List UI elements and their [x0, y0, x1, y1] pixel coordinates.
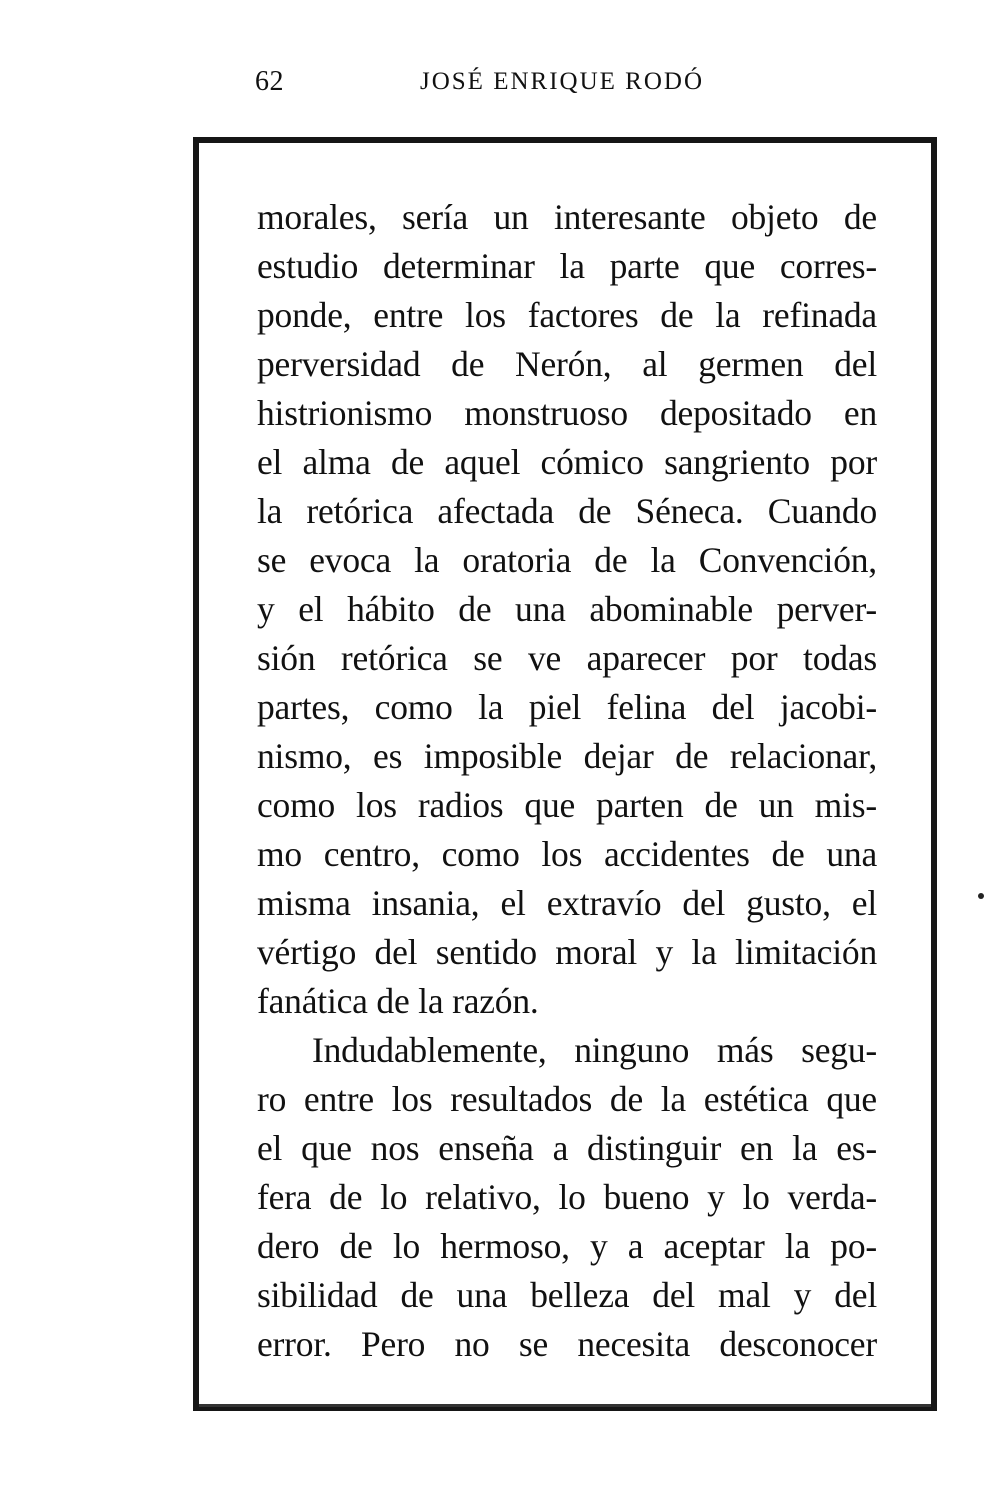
text-line: ro entre los resultados de la estética que [257, 1079, 877, 1119]
text-line: partes, como la piel felina del jacobi- [257, 687, 877, 727]
text-line: dero de lo hermoso, y a aceptar la po- [257, 1226, 877, 1266]
text-line: se evoca la oratoria de la Convención, [257, 540, 877, 580]
ink-speck [978, 893, 984, 899]
text-line: el alma de aquel cómico sangriento por [257, 442, 877, 482]
text-line: mo centro, como los accidentes de una [257, 834, 877, 874]
text-line: perversidad de Nerón, al germen del [257, 344, 877, 384]
text-line: fera de lo relativo, lo bueno y lo verda- [257, 1177, 877, 1217]
text-line: vértigo del sentido moral y la limitación [257, 932, 877, 972]
text-line: error. Pero no se necesita desconocer [257, 1324, 877, 1364]
page-number: 62 [255, 66, 284, 97]
text-line: histrionismo monstruoso depositado en [257, 393, 877, 433]
text-line: nismo, es imposible dejar de relacionar, [257, 736, 877, 776]
text-line: y el hábito de una abominable perver- [257, 589, 877, 629]
running-head: JOSÉ ENRIQUE RODÓ [420, 68, 704, 95]
text-line: fanática de la razón. [257, 981, 539, 1021]
text-line: ponde, entre los factores de la refinada [257, 295, 877, 335]
text-line: el que nos enseña a distinguir en la es- [257, 1128, 877, 1168]
text-line: morales, sería un interesante objeto de [257, 197, 877, 237]
text-line: estudio determinar la parte que corres- [257, 246, 877, 286]
text-line: sibilidad de una belleza del mal y del [257, 1275, 877, 1315]
text-line: Indudablemente, ninguno más segu- [312, 1030, 877, 1070]
text-line: como los radios que parten de un mis- [257, 785, 877, 825]
text-line: misma insania, el extravío del gusto, el [257, 883, 877, 923]
paragraph-1 [257, 193, 877, 1026]
paragraph-2 [257, 1026, 877, 1369]
text-line: la retórica afectada de Séneca. Cuando [257, 491, 877, 531]
text-line: sión retórica se ve aparecer por todas [257, 638, 877, 678]
body-text [257, 193, 877, 1369]
